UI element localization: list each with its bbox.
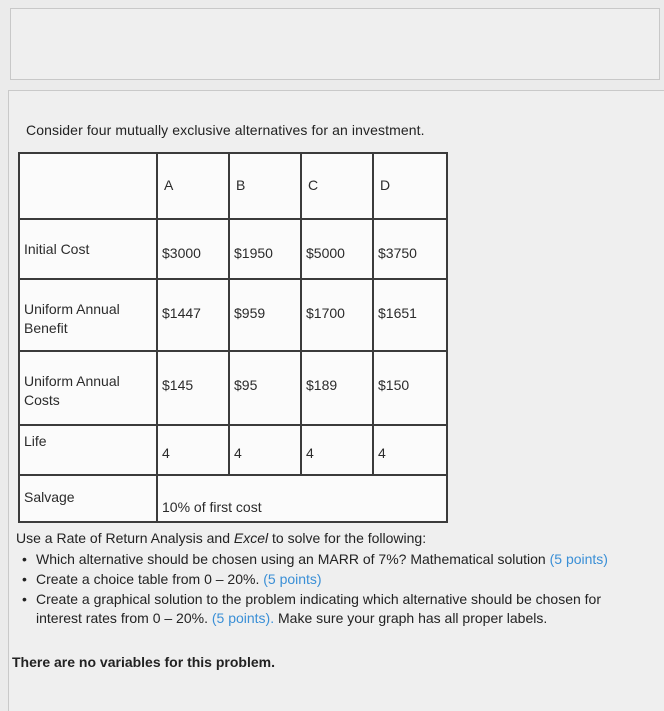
table-cell: $189 [301,351,373,425]
header-cell-c: C [301,153,373,219]
header-cell-a: A [157,153,229,219]
table-cell: $1651 [373,279,447,351]
list-item: • Create a choice table from 0 – 20%. (5 points) [22,571,322,587]
table-row [19,351,447,425]
table-cell: $145 [157,351,229,425]
table-cell: $1700 [301,279,373,351]
footer-note: There are no variables for this problem. [12,654,275,670]
table-row [19,279,447,351]
points-label: (5 points) [263,571,322,587]
header-cell-b: B [229,153,301,219]
table-cell: 4 [229,425,301,475]
alternatives-table [18,152,448,523]
row-label-salvage: Salvage [19,475,157,522]
points-label: (5 points) [549,551,608,567]
table-cell: $1950 [229,219,301,279]
row-label-initial-cost: Initial Cost [19,219,157,279]
table-corner-cell [19,153,157,219]
bullet-icon: • [22,591,27,607]
task-list [20,550,650,629]
row-label-life: Life [19,425,157,475]
table-cell: 4 [157,425,229,475]
list-item: • Create a graphical solution to the problem indicating which alternative should be chosen for interest rates from 0 – 20%. (5 points). Make sure your graph has all proper labels. [22,591,602,626]
list-item: • Which alternative should be chosen using an MARR of 7%? Mathematical solution (5 points) [22,551,608,567]
bullet-icon: • [22,551,27,567]
table-cell: $3750 [373,219,447,279]
table-cell: $1447 [157,279,229,351]
header-cell-d: D [373,153,447,219]
row-label-uniform-annual-benefit: Uniform Annual Benefit [19,279,157,351]
bullet-icon: • [22,571,27,587]
table-cell: $3000 [157,219,229,279]
instructions-text: Use a Rate of Return Analysis and Excel to solve for the following: [16,530,427,546]
points-label: (5 points). [211,610,275,626]
table-cell: $5000 [301,219,373,279]
row-label-uniform-annual-costs: Uniform Annual Costs [19,351,157,425]
question-intro: Consider four mutually exclusive alternatives for an investment. [26,122,425,138]
table-cell: $959 [229,279,301,351]
table-cell: $150 [373,351,447,425]
table-cell: 4 [373,425,447,475]
table-header-row [19,153,447,219]
salvage-value-cell: 10% of first cost [157,475,447,522]
table-cell: $95 [229,351,301,425]
previous-answer-box [10,8,660,80]
table-row [19,475,447,522]
table-row [19,219,447,279]
table-row [19,425,447,475]
table-cell: 4 [301,425,373,475]
